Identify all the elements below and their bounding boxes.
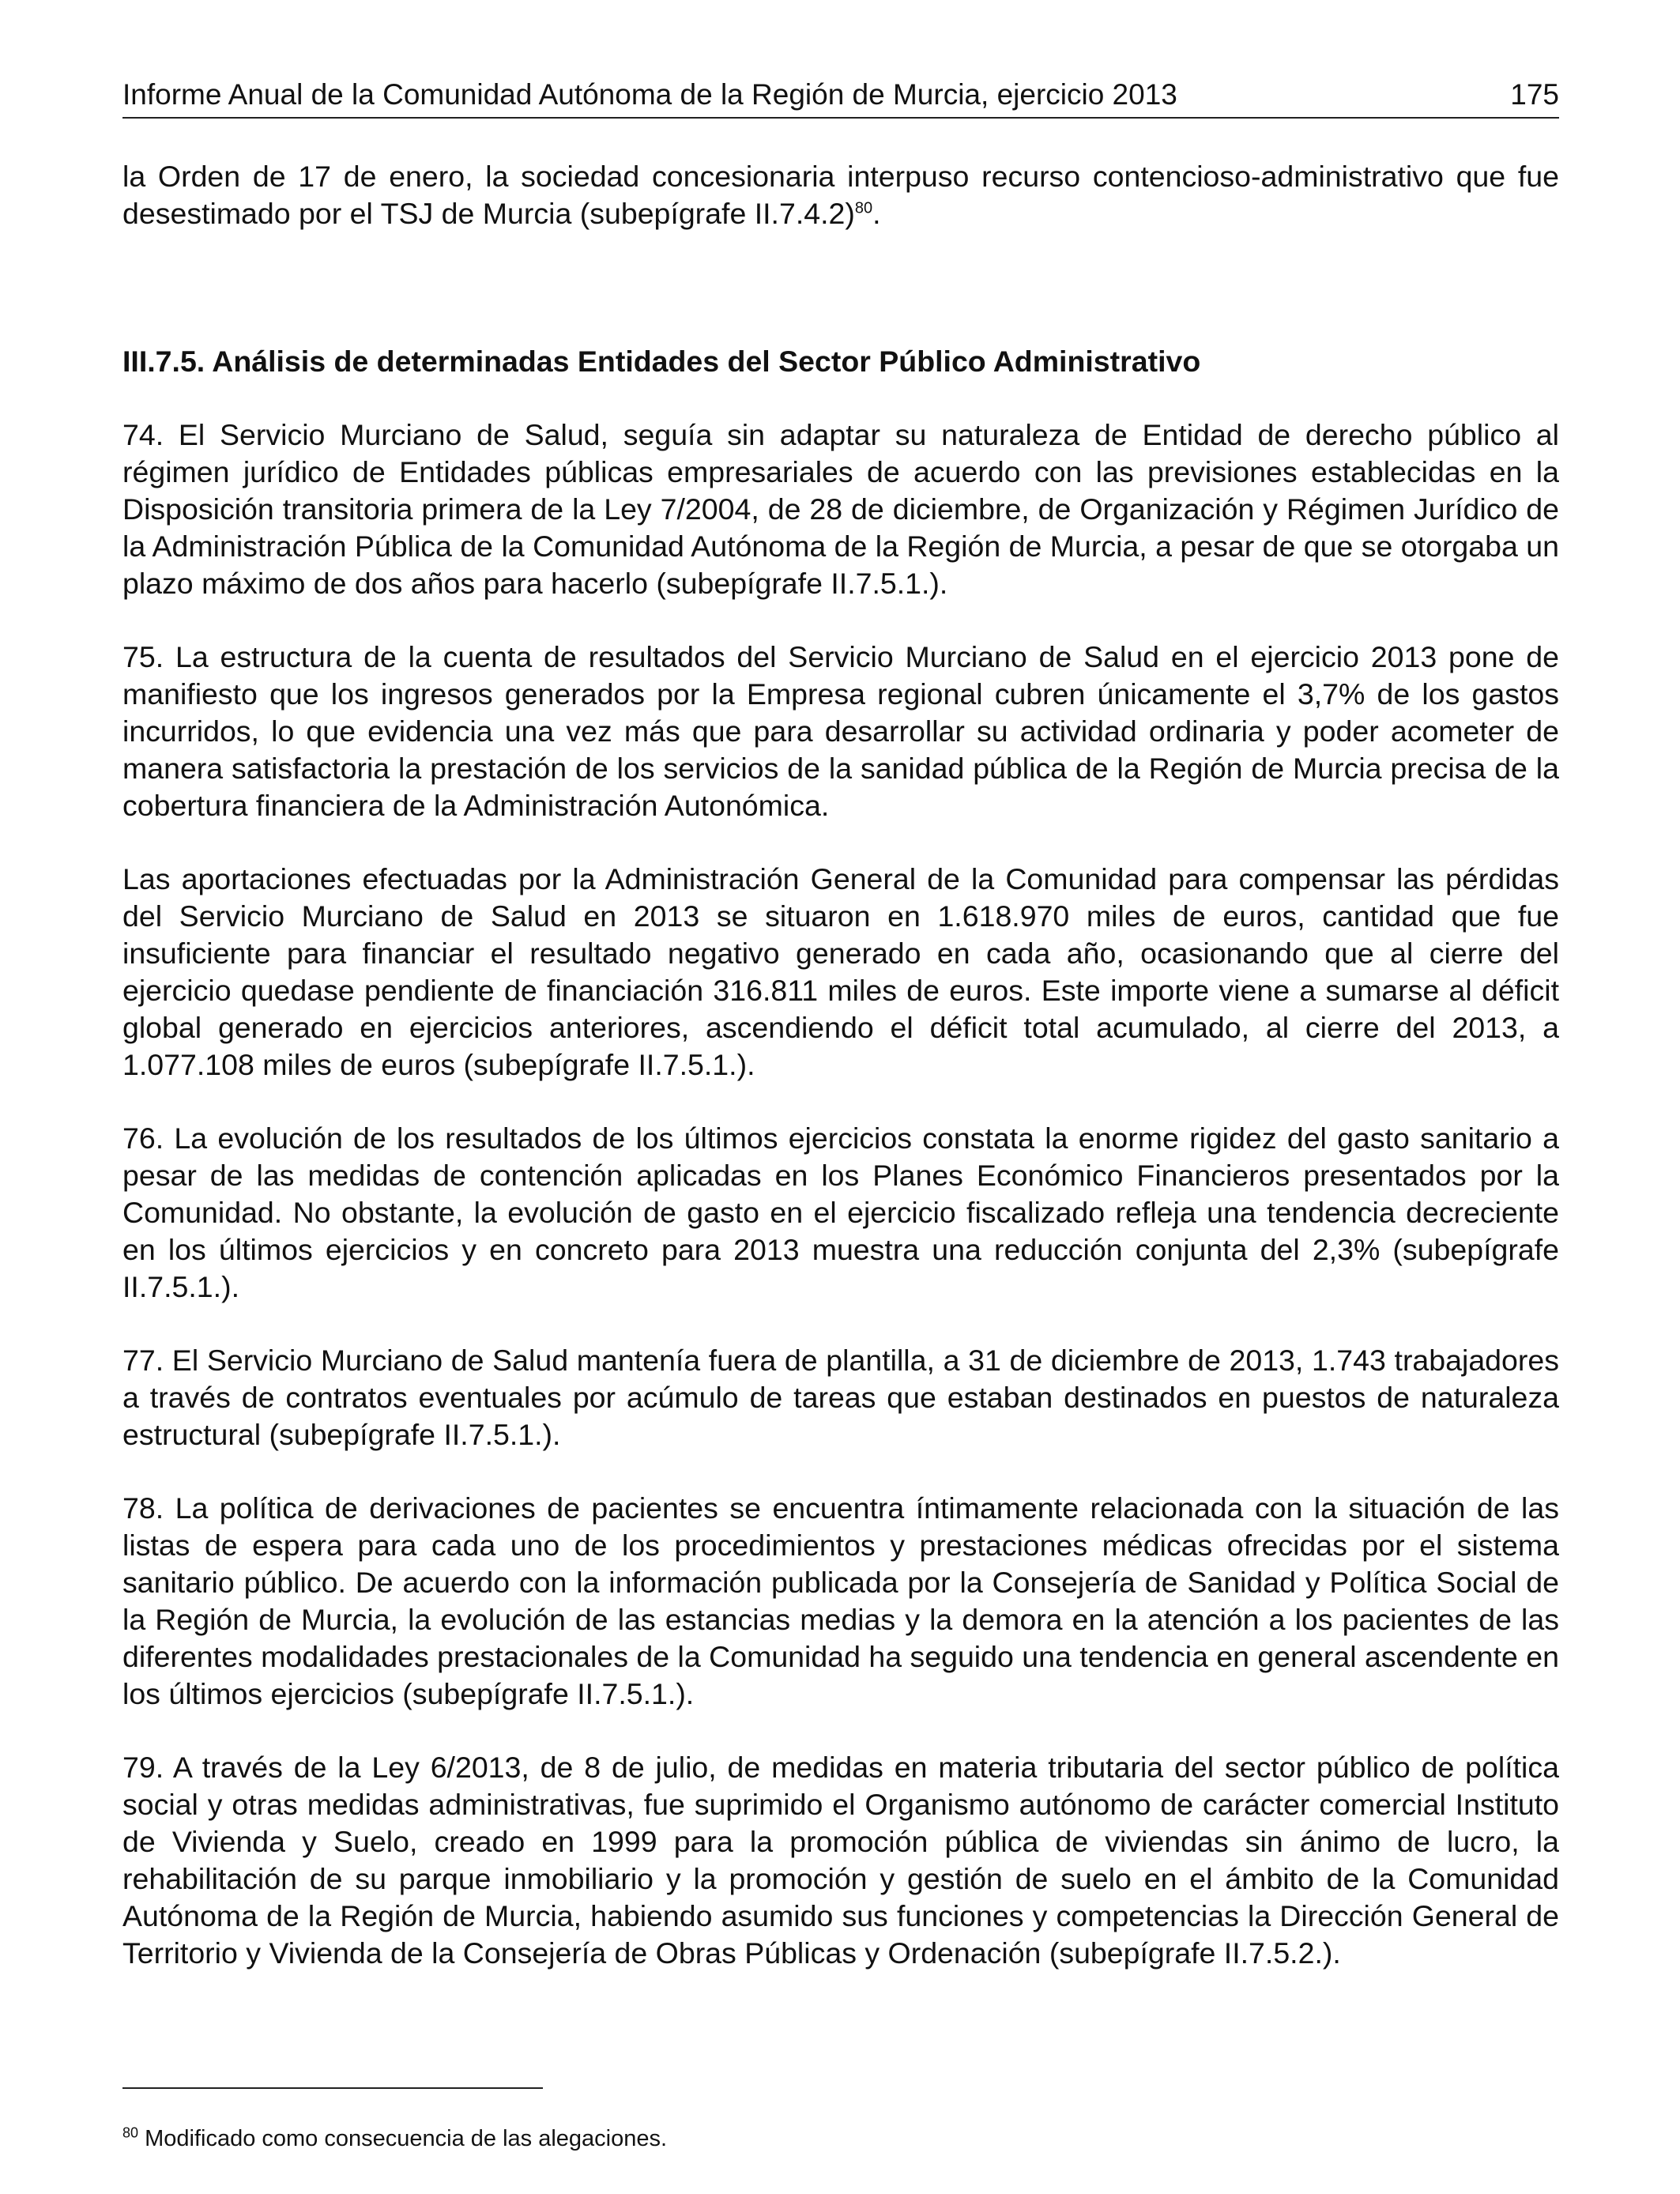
document-body bbox=[122, 158, 1559, 1972]
header-title: Informe Anual de la Comunidad Autónoma de la Región de Murcia, ejercicio 2013 bbox=[122, 78, 1177, 111]
paragraph-75: 75. La estructura de la cuenta de resultados del Servicio Murciano de Salud en el ejercicio 2013 pone de manifiesto que los ingresos generados por la Empresa regional cubren únicamente el 3,7% de los gastos incurridos, lo que evidencia una vez más que para desarrollar su actividad ordinaria y poder acometer de manera satisfactoria la prestación de los servicios de la sanidad pública de la Región de Murcia precisa de la cobertura financiera de la Administración Autonómica. bbox=[122, 640, 1559, 822]
footnote bbox=[122, 2124, 1559, 2153]
page-number: 175 bbox=[1510, 78, 1559, 111]
header-rule bbox=[122, 117, 1559, 119]
paragraph-74: 74. El Servicio Murciano de Salud, seguía sin adaptar su naturaleza de Entidad de derecho público al régimen jurídico de Entidades públicas empresariales de acuerdo con las previsiones establecidas en la Disposición transitoria primera de la Ley 7/2004, de 28 de diciembre, de Organización y Régimen Jurídico de la Administración Pública de la Comunidad Autónoma de la Región de Murcia, a pesar de que se otorgaba un plazo máximo de dos años para hacerlo (subepígrafe II.7.5.1.). bbox=[122, 418, 1559, 600]
footnote-reference: 80 bbox=[854, 199, 873, 217]
paragraph-78: 78. La política de derivaciones de pacientes se encuentra íntimamente relacionada con la situación de las listas de espera para cada uno de los procedimientos y prestaciones médicas ofrecidas por el sistema sanitario público. De acuerdo con la información publicada por la Consejería de Sanidad y Política Social de la Región de Murcia, la evolución de las estancias medias y la demora en la atención a los pacientes de las diferentes modalidades prestacionales de la Comunidad ha seguido una tendencia en general ascendente en los últimos ejercicios (subepígrafe II.7.5.1.). bbox=[122, 1491, 1559, 1710]
footnote-rule bbox=[122, 2087, 543, 2089]
intro-paragraph bbox=[122, 158, 1559, 232]
intro-end: . bbox=[872, 197, 881, 230]
section-title: III.7.5. Análisis de determinadas Entidades del Sector Público Administrativo bbox=[122, 345, 1201, 378]
page-header bbox=[122, 76, 1559, 114]
paragraph-77: 77. El Servicio Murciano de Salud mantenía fuera de plantilla, a 31 de diciembre de 2013, 1.743 trabajadores a través de contratos eventuales por acúmulo de tareas que estaban destinados en puestos de naturaleza estructural (subepígrafe II.7.5.1.). bbox=[122, 1344, 1559, 1451]
paragraph-76: 76. La evolución de los resultados de los últimos ejercicios constata la enorme rigidez del gasto sanitario a pesar de las medidas de contención aplicadas en los Planes Económico Financieros presentados por la Comunidad. No obstante, la evolución de gasto en el ejercicio fiscalizado refleja una tendencia decreciente en los últimos ejercicios y en concreto para 2013 muestra una reducción conjunta del 2,3% (subepígrafe II.7.5.1.). bbox=[122, 1122, 1559, 1303]
paragraph-79: 79. A través de la Ley 6/2013, de 8 de julio, de medidas en materia tributaria del sector público de política social y otras medidas administrativas, fue suprimido el Organismo autónomo de carácter comercial Instituto de Vivienda y Suelo, creado en 1999 para la promoción pública de viviendas sin ánimo de lucro, la rehabilitación de su parque inmobiliario y la promoción y gestión de suelo en el ámbito de la Comunidad Autónoma de la Región de Murcia, habiendo asumido sus funciones y competencias la Dirección General de Territorio y Vivienda de la Consejería de Obras Públicas y Ordenación (subepígrafe II.7.5.2.). bbox=[122, 1751, 1559, 1970]
footnote-number: 80 bbox=[122, 2124, 139, 2141]
footnote-text: Modificado como consecuencia de las alegaciones. bbox=[145, 2126, 668, 2151]
paragraph-aportaciones: Las aportaciones efectuadas por la Administración General de la Comunidad para compensar las pérdidas del Servicio Murciano de Salud en 2013 se situaron en 1.618.970 miles de euros, cantidad que fue insuficiente para financiar el resultado negativo generado en cada año, ocasionando que al cierre del ejercicio quedase pendiente de financiación 316.811 miles de euros. Este importe viene a sumarse al déficit global generado en ejercicios anteriores, ascendiendo el déficit total acumulado, al cierre del 2013, a 1.077.108 miles de euros (subepígrafe II.7.5.1.). bbox=[122, 862, 1559, 1081]
intro-text: la Orden de 17 de enero, la sociedad concesionaria interpuso recurso contencioso-administrativo que fue desestimado por el TSJ de Murcia (subepígrafe II.7.4.2) bbox=[122, 160, 1559, 230]
